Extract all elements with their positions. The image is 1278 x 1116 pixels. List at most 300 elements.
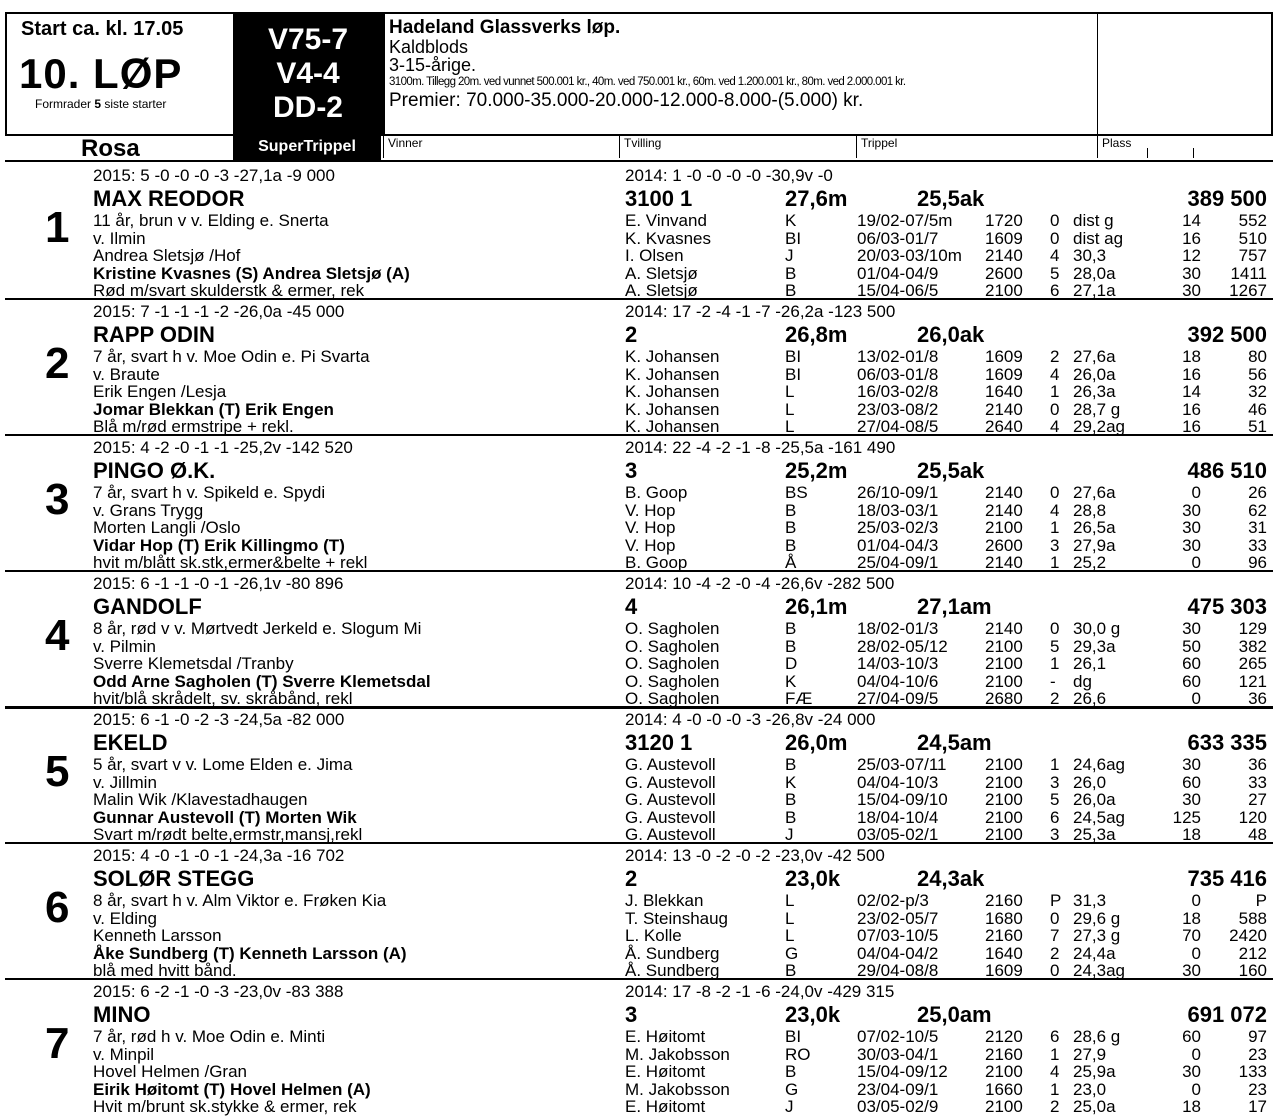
start-odds: 18 bbox=[1182, 908, 1201, 928]
start-odds: 30 bbox=[1182, 281, 1201, 300]
start-prize: 48 bbox=[1248, 825, 1267, 844]
start-prize: 27 bbox=[1248, 790, 1267, 809]
start-driver: E. Vinvand bbox=[625, 211, 707, 230]
start-time: 28,0a bbox=[1073, 263, 1116, 283]
start-driver: E. Høitomt bbox=[625, 1097, 706, 1116]
start-track: J bbox=[785, 246, 794, 265]
horse-info-line: hvit m/blått sk.stk,ermer&belte + rekl bbox=[93, 553, 368, 572]
start-time: 25,2 bbox=[1073, 553, 1107, 572]
horse-info-line: 11 år, brun v v. Elding e. Snerta bbox=[93, 211, 329, 230]
start-place: 4 bbox=[1050, 500, 1060, 520]
start-place: - bbox=[1050, 671, 1056, 691]
start-prize: 62 bbox=[1248, 500, 1267, 520]
start-track: RO bbox=[785, 1044, 811, 1064]
start-prize: 510 bbox=[1238, 228, 1267, 248]
vinner-column: Vinner bbox=[383, 136, 618, 158]
start-time: 29,3a bbox=[1073, 636, 1116, 656]
start-driver: E. Høitomt bbox=[625, 1027, 706, 1046]
start-odds: 30 bbox=[1182, 500, 1201, 520]
start-box bbox=[7, 14, 235, 134]
start-distance: 2100 bbox=[985, 281, 1023, 300]
start-time: 26,1 bbox=[1073, 654, 1107, 673]
start-place: 6 bbox=[1050, 807, 1060, 827]
start-distance: 2680 bbox=[985, 689, 1023, 708]
start-date: 23/02-05/7 bbox=[857, 908, 939, 928]
start-driver: E. Høitomt bbox=[625, 1062, 706, 1081]
start-distance: 2140 bbox=[985, 246, 1023, 265]
earnings: 389 500 bbox=[1187, 186, 1267, 211]
horse-info-line: v. Braute bbox=[93, 364, 160, 384]
horse-info-line: Svart m/rødt belte,ermstr,mansj,rekl bbox=[93, 825, 363, 844]
start-odds: 30 bbox=[1182, 535, 1201, 555]
start-distance: 1660 bbox=[985, 1079, 1023, 1099]
start-odds: 0 bbox=[1191, 689, 1201, 708]
start-prize: 17 bbox=[1248, 1097, 1267, 1116]
start-date: 04/04-10/6 bbox=[857, 671, 939, 691]
start-time: 27,6a bbox=[1073, 347, 1116, 366]
start-place: 0 bbox=[1050, 399, 1060, 419]
start-time: Start ca. kl. 17.05 bbox=[21, 18, 184, 40]
start-driver: T. Steinshaug bbox=[625, 908, 729, 928]
start-place: 5 bbox=[1050, 263, 1060, 283]
start-place: 1 bbox=[1050, 518, 1060, 537]
start-place: 2 bbox=[1050, 1097, 1060, 1116]
start-time: 26,0a bbox=[1073, 790, 1116, 809]
horse-info-line: Rød m/svart skulderstk & ermer, rek bbox=[93, 281, 365, 300]
start-distance: 2100 bbox=[985, 772, 1023, 792]
start-distance: 2140 bbox=[985, 553, 1023, 572]
start-place: 4 bbox=[1050, 246, 1060, 265]
start-place: 3 bbox=[1050, 535, 1060, 555]
start-odds: 16 bbox=[1182, 417, 1201, 436]
stats-2015: 2015: 6 -2 -1 -0 -3 -23,0v -83 388 bbox=[93, 982, 344, 1001]
start-time: 23,0 bbox=[1073, 1079, 1107, 1099]
start-odds: 30 bbox=[1182, 263, 1201, 283]
start-odds: 60 bbox=[1182, 671, 1201, 691]
start-time: 25,0a bbox=[1073, 1097, 1116, 1116]
start-number: 4 bbox=[45, 611, 70, 660]
start-time: dg bbox=[1073, 671, 1092, 691]
start-number: 1 bbox=[45, 203, 70, 252]
tvilling-column: Tvilling bbox=[619, 136, 856, 158]
start-driver: G. Austevoll bbox=[625, 755, 716, 774]
horse-info-line: Blå m/rød ermstripe + rekl. bbox=[93, 417, 294, 436]
start-date: 01/04-04/9 bbox=[857, 263, 939, 283]
horse-info-line: Åke Sundberg (T) Kenneth Larsson (A) bbox=[93, 943, 407, 963]
race-name: Hadeland Glassverks løp. bbox=[389, 17, 621, 38]
horse-entry bbox=[5, 298, 1273, 436]
start-driver: V. Hop bbox=[625, 500, 676, 520]
start-odds: 18 bbox=[1182, 347, 1201, 366]
best-time-1: 23,0k bbox=[785, 866, 841, 891]
earnings: 475 303 bbox=[1187, 594, 1267, 619]
start-track: L bbox=[785, 417, 795, 436]
horse-name: PINGO Ø.K. bbox=[93, 458, 216, 483]
start-distance: 2100 bbox=[985, 790, 1023, 809]
start-time: 26,0a bbox=[1073, 364, 1116, 384]
start-odds: 30 bbox=[1182, 619, 1201, 638]
game-v75: V75-7 bbox=[267, 23, 349, 56]
start-track: BI bbox=[785, 1027, 802, 1046]
start-prize: 36 bbox=[1248, 755, 1267, 774]
start-time: 31,3 bbox=[1073, 891, 1107, 910]
start-time: 29,2ag bbox=[1073, 417, 1125, 436]
race-program-page bbox=[5, 12, 1273, 1115]
start-number: 5 bbox=[45, 747, 70, 796]
start-time: 24,6ag bbox=[1073, 755, 1125, 774]
start-track: D bbox=[785, 654, 798, 673]
horse-name: GANDOLF bbox=[93, 594, 202, 619]
start-time: 29,6 g bbox=[1073, 908, 1121, 928]
start-odds: 16 bbox=[1182, 399, 1201, 419]
start-time: 28,7 g bbox=[1073, 399, 1121, 419]
start-distance: 1609 bbox=[985, 364, 1023, 384]
start-distance: 2140 bbox=[985, 500, 1023, 520]
start-track: K bbox=[785, 772, 797, 792]
start-odds: 60 bbox=[1182, 654, 1201, 673]
start-driver: B. Goop bbox=[625, 483, 688, 502]
start-prize: 96 bbox=[1248, 553, 1267, 572]
start-prize: 56 bbox=[1248, 364, 1267, 384]
start-track: B bbox=[785, 1062, 797, 1081]
earnings: 633 335 bbox=[1187, 730, 1267, 755]
start-date: 28/02-05/12 bbox=[857, 636, 948, 656]
start-odds: 0 bbox=[1191, 891, 1201, 910]
horse-info-line: blå med hvitt bånd. bbox=[93, 961, 237, 980]
start-track: B bbox=[785, 281, 797, 300]
start-track: L bbox=[785, 382, 795, 401]
start-time: 30,0 g bbox=[1073, 619, 1121, 638]
start-place: 3 bbox=[1050, 825, 1060, 844]
start-prize: 51 bbox=[1248, 417, 1267, 436]
start-driver: K. Johansen bbox=[625, 347, 720, 366]
best-time-2: 25,5ak bbox=[917, 458, 985, 483]
start-time: 26,5a bbox=[1073, 518, 1116, 537]
start-date: 18/04-10/4 bbox=[857, 807, 939, 827]
start-place: 1 bbox=[1050, 382, 1060, 401]
start-track: K bbox=[785, 211, 797, 230]
start-place: 3 bbox=[1050, 772, 1060, 792]
start-odds: 0 bbox=[1191, 1079, 1201, 1099]
start-prize: 33 bbox=[1248, 535, 1267, 555]
start-prize: 1267 bbox=[1229, 281, 1267, 300]
distance: 4 bbox=[625, 594, 638, 619]
start-track: Å bbox=[785, 553, 797, 572]
start-place: 2 bbox=[1050, 943, 1060, 963]
stats-2014: 2014: 13 -0 -2 -0 -2 -23,0v -42 500 bbox=[625, 846, 885, 865]
horse-info-line: Gunnar Austevoll (T) Morten Wik bbox=[93, 807, 357, 827]
start-distance: 2100 bbox=[985, 807, 1023, 827]
stats-2014: 2014: 4 -0 -0 -0 -3 -26,8v -24 000 bbox=[625, 710, 876, 729]
start-number: 7 bbox=[45, 1019, 70, 1068]
start-track: BI bbox=[785, 347, 802, 366]
start-driver: G. Austevoll bbox=[625, 825, 716, 844]
start-driver: K. Johansen bbox=[625, 382, 720, 401]
start-time: 26,3a bbox=[1073, 382, 1116, 401]
start-distance: 2100 bbox=[985, 671, 1023, 691]
start-odds: 30 bbox=[1182, 790, 1201, 809]
start-odds: 14 bbox=[1182, 211, 1201, 230]
start-place: 0 bbox=[1050, 908, 1060, 928]
earnings: 735 416 bbox=[1187, 866, 1267, 891]
horse-info-line: Hovel Helmen /Gran bbox=[93, 1062, 248, 1081]
start-distance: 2160 bbox=[985, 926, 1023, 945]
start-place: 0 bbox=[1050, 961, 1060, 980]
start-place: 5 bbox=[1050, 790, 1060, 809]
stats-2014: 2014: 10 -4 -2 -0 -4 -26,6v -282 500 bbox=[625, 574, 895, 593]
start-prize: 757 bbox=[1238, 246, 1267, 265]
start-place: 2 bbox=[1050, 347, 1060, 366]
start-distance: 2160 bbox=[985, 1044, 1023, 1064]
start-driver: K. Kvasnes bbox=[625, 228, 711, 248]
horse-info-line: 7 år, svart h v. Moe Odin e. Pi Svarta bbox=[93, 347, 370, 366]
start-place: 4 bbox=[1050, 364, 1060, 384]
start-track: G bbox=[785, 1079, 799, 1099]
start-time: 26,0 bbox=[1073, 772, 1107, 792]
start-date: 26/10-09/1 bbox=[857, 483, 939, 502]
stats-2014: 2014: 22 -4 -2 -1 -8 -25,5a -161 490 bbox=[625, 438, 896, 457]
start-time: 24,4a bbox=[1073, 943, 1116, 963]
start-date: 15/04-06/5 bbox=[857, 281, 939, 300]
start-prize: 23 bbox=[1248, 1079, 1267, 1099]
best-time-2: 24,3ak bbox=[917, 866, 985, 891]
stats-2015: 2015: 5 -0 -0 -0 -3 -27,1a -9 000 bbox=[93, 166, 335, 185]
start-distance: 2140 bbox=[985, 399, 1023, 419]
start-odds: 12 bbox=[1182, 246, 1201, 265]
horse-info-line: Malin Wik /Klavestadhaugen bbox=[93, 790, 308, 809]
start-place: 2 bbox=[1050, 689, 1060, 708]
earnings: 486 510 bbox=[1187, 458, 1267, 483]
horse-info-line: 7 år, svart h v. Spikeld e. Spydi bbox=[93, 483, 326, 502]
start-odds: 18 bbox=[1182, 825, 1201, 844]
start-place: 4 bbox=[1050, 417, 1060, 436]
best-time-2: 27,1am bbox=[917, 594, 992, 619]
trippel-column: Trippel bbox=[856, 136, 1097, 158]
start-odds: 50 bbox=[1182, 636, 1201, 656]
start-date: 02/02-p/3 bbox=[857, 891, 929, 910]
start-date: 27/04-09/5 bbox=[857, 689, 939, 708]
start-place: 5 bbox=[1050, 636, 1060, 656]
start-driver: O. Sagholen bbox=[625, 671, 720, 691]
start-track: B bbox=[785, 636, 797, 656]
start-time: 24,5ag bbox=[1073, 807, 1125, 827]
start-odds: 18 bbox=[1182, 1097, 1201, 1116]
start-distance: 2100 bbox=[985, 825, 1023, 844]
start-date: 15/04-09/10 bbox=[857, 790, 948, 809]
start-distance: 2600 bbox=[985, 535, 1023, 555]
start-date: 25/03-02/3 bbox=[857, 518, 939, 537]
start-prize: 160 bbox=[1238, 961, 1267, 980]
start-time: 28,8 bbox=[1073, 500, 1107, 520]
start-track: B bbox=[785, 263, 797, 283]
start-time: 27,9a bbox=[1073, 535, 1116, 555]
horse-info-line: Erik Engen /Lesja bbox=[93, 382, 227, 401]
start-number: 6 bbox=[45, 883, 70, 932]
start-date: 03/05-02/1 bbox=[857, 825, 939, 844]
race-conditions: 3100m. Tillegg 20m. ved vunnet 500.001 kr., 40m. ved 750.001 kr., 60m. ved 1.200.001 kr., 80m. ved 2.000.001 kr. bbox=[389, 76, 906, 88]
start-date: 07/02-10/5 bbox=[857, 1027, 939, 1046]
horse-entry bbox=[5, 162, 1273, 300]
bet-header bbox=[5, 136, 1273, 162]
start-distance: 1609 bbox=[985, 961, 1023, 980]
start-date: 13/02-01/8 bbox=[857, 347, 939, 366]
start-distance: 2140 bbox=[985, 619, 1023, 638]
start-number: 2 bbox=[45, 339, 70, 388]
supertrippel-label: SuperTrippel bbox=[233, 132, 381, 162]
start-driver: I. Olsen bbox=[625, 246, 684, 265]
stats-2015: 2015: 4 -2 -0 -1 -1 -25,2v -142 520 bbox=[93, 438, 353, 457]
best-time-2: 25,0am bbox=[917, 1002, 992, 1027]
start-date: 27/04-08/5 bbox=[857, 417, 939, 436]
start-distance: 1680 bbox=[985, 908, 1023, 928]
start-track: J bbox=[785, 825, 794, 844]
best-time-2: 26,0ak bbox=[917, 322, 985, 347]
start-odds: 16 bbox=[1182, 228, 1201, 248]
stats-2014: 2014: 1 -0 -0 -0 -0 -30,9v -0 bbox=[625, 166, 833, 185]
start-prize: 46 bbox=[1248, 399, 1267, 419]
start-distance: 2100 bbox=[985, 1097, 1023, 1116]
start-driver: L. Kolle bbox=[625, 926, 682, 945]
start-distance: 2160 bbox=[985, 891, 1023, 910]
start-track: B bbox=[785, 535, 797, 555]
start-place: P bbox=[1050, 891, 1062, 910]
start-odds: 0 bbox=[1191, 1044, 1201, 1064]
horse-name: SOLØR STEGG bbox=[93, 866, 255, 891]
start-place: 7 bbox=[1050, 926, 1060, 945]
stats-2014: 2014: 17 -8 -2 -1 -6 -24,0v -429 315 bbox=[625, 982, 895, 1001]
start-odds: 125 bbox=[1172, 807, 1201, 827]
horse-name: RAPP ODIN bbox=[93, 322, 215, 347]
color-label: Rosa bbox=[81, 135, 140, 162]
distance: 3 bbox=[625, 1002, 638, 1027]
stats-2014: 2014: 17 -2 -4 -1 -7 -26,2a -123 500 bbox=[625, 302, 896, 321]
horse-name: MINO bbox=[93, 1002, 151, 1027]
start-place: 4 bbox=[1050, 1062, 1060, 1081]
start-driver: M. Jakobsson bbox=[625, 1079, 730, 1099]
start-place: 1 bbox=[1050, 755, 1060, 774]
start-odds: 0 bbox=[1191, 943, 1201, 963]
start-driver: G. Austevoll bbox=[625, 807, 716, 827]
horse-info-line: v. Minpil bbox=[93, 1044, 155, 1064]
stats-2015: 2015: 6 -1 -1 -0 -1 -26,1v -80 896 bbox=[93, 574, 344, 593]
start-place: 1 bbox=[1050, 1044, 1060, 1064]
plass-tick bbox=[1147, 148, 1148, 158]
start-distance: 1609 bbox=[985, 228, 1023, 248]
start-time: 27,9 bbox=[1073, 1044, 1107, 1064]
start-distance: 2100 bbox=[985, 636, 1023, 656]
start-driver: O. Sagholen bbox=[625, 619, 720, 638]
start-date: 30/03-04/1 bbox=[857, 1044, 939, 1064]
start-driver: V. Hop bbox=[625, 518, 676, 537]
start-track: K bbox=[785, 671, 797, 691]
horse-info-line: v. Pilmin bbox=[93, 636, 156, 656]
game-dd: DD-2 bbox=[272, 91, 343, 124]
start-driver: O. Sagholen bbox=[625, 636, 720, 656]
form-note: Formrader 5 siste starter bbox=[35, 97, 167, 111]
start-track: L bbox=[785, 908, 795, 928]
start-odds: 30 bbox=[1182, 1062, 1201, 1081]
best-time-2: 24,5am bbox=[917, 730, 992, 755]
start-driver: K. Johansen bbox=[625, 417, 720, 436]
start-prize: 120 bbox=[1238, 807, 1267, 827]
start-track: L bbox=[785, 891, 795, 910]
start-track: B bbox=[785, 961, 797, 980]
start-prize: 80 bbox=[1248, 347, 1267, 366]
horse-info-line: Kenneth Larsson bbox=[93, 926, 222, 945]
start-date: 16/03-02/8 bbox=[857, 382, 939, 401]
start-driver: A. Sletsjø bbox=[625, 263, 698, 283]
start-prize: 23 bbox=[1248, 1044, 1267, 1064]
distance: 2 bbox=[625, 866, 638, 891]
start-time: dist ag bbox=[1073, 228, 1124, 248]
start-driver: Å. Sundberg bbox=[625, 943, 720, 963]
distance: 3120 1 bbox=[625, 730, 693, 755]
start-prize: 32 bbox=[1248, 382, 1267, 401]
best-time-1: 26,0m bbox=[785, 730, 848, 755]
start-distance: 2120 bbox=[985, 1027, 1023, 1046]
horse-info-line: v. Grans Trygg bbox=[93, 500, 204, 520]
start-date: 15/04-09/12 bbox=[857, 1062, 948, 1081]
horse-info-line: Sverre Klemetsdal /Tranby bbox=[93, 654, 294, 673]
start-date: 19/02-07/5m bbox=[857, 211, 953, 230]
start-track: B bbox=[785, 807, 797, 827]
start-distance: 2100 bbox=[985, 1062, 1023, 1081]
start-prize: 36 bbox=[1248, 689, 1267, 708]
start-time: 25,9a bbox=[1073, 1062, 1116, 1081]
start-prize: 212 bbox=[1238, 943, 1267, 963]
start-odds: 60 bbox=[1182, 1027, 1201, 1046]
best-time-1: 23,0k bbox=[785, 1002, 841, 1027]
horse-entry bbox=[5, 978, 1273, 1114]
start-track: B bbox=[785, 500, 797, 520]
start-time: 27,1a bbox=[1073, 281, 1116, 300]
start-prize: 265 bbox=[1238, 654, 1267, 673]
horse-info-line: Hvit m/brunt sk.stykke & ermer, rek bbox=[93, 1097, 357, 1116]
start-time: 25,3a bbox=[1073, 825, 1116, 844]
start-date: 18/02-01/3 bbox=[857, 619, 939, 638]
horse-name: MAX REODOR bbox=[93, 186, 245, 211]
horse-info-line: 8 år, svart h v. Alm Viktor e. Frøken Kia bbox=[93, 891, 387, 910]
horse-info-line: 7 år, rød h v. Moe Odin e. Minti bbox=[93, 1027, 326, 1046]
start-driver: A. Sletsjø bbox=[625, 281, 698, 300]
start-prize: 31 bbox=[1248, 518, 1267, 537]
race-age: 3-15-årige. bbox=[389, 55, 477, 75]
best-time-2: 25,5ak bbox=[917, 186, 985, 211]
stats-2015: 2015: 6 -1 -0 -2 -3 -24,5a -82 000 bbox=[93, 710, 345, 729]
start-odds: 0 bbox=[1191, 553, 1201, 572]
start-prize: 1411 bbox=[1230, 263, 1267, 283]
start-place: 0 bbox=[1050, 619, 1060, 638]
start-time: dist g bbox=[1073, 211, 1114, 230]
start-prize: 588 bbox=[1238, 908, 1267, 928]
start-number: 3 bbox=[45, 475, 70, 524]
start-odds: 70 bbox=[1182, 926, 1201, 945]
horse-name: EKELD bbox=[93, 730, 168, 755]
start-odds: 30 bbox=[1182, 518, 1201, 537]
start-distance: 2100 bbox=[985, 654, 1023, 673]
start-place: 0 bbox=[1050, 228, 1060, 248]
start-place: 1 bbox=[1050, 1079, 1060, 1099]
start-track: B bbox=[785, 619, 797, 638]
horse-info-line: Kristine Kvasnes (S) Andrea Sletsjø (A) bbox=[93, 263, 410, 283]
game-v4: V4-4 bbox=[276, 57, 340, 90]
horse-info-line: Eirik Høitomt (T) Hovel Helmen (A) bbox=[93, 1079, 371, 1099]
distance: 3 bbox=[625, 458, 638, 483]
start-time: 24,3ag bbox=[1073, 961, 1125, 980]
start-driver: J. Blekkan bbox=[625, 891, 704, 910]
horse-entry bbox=[5, 842, 1273, 980]
start-prize: 552 bbox=[1238, 211, 1267, 230]
